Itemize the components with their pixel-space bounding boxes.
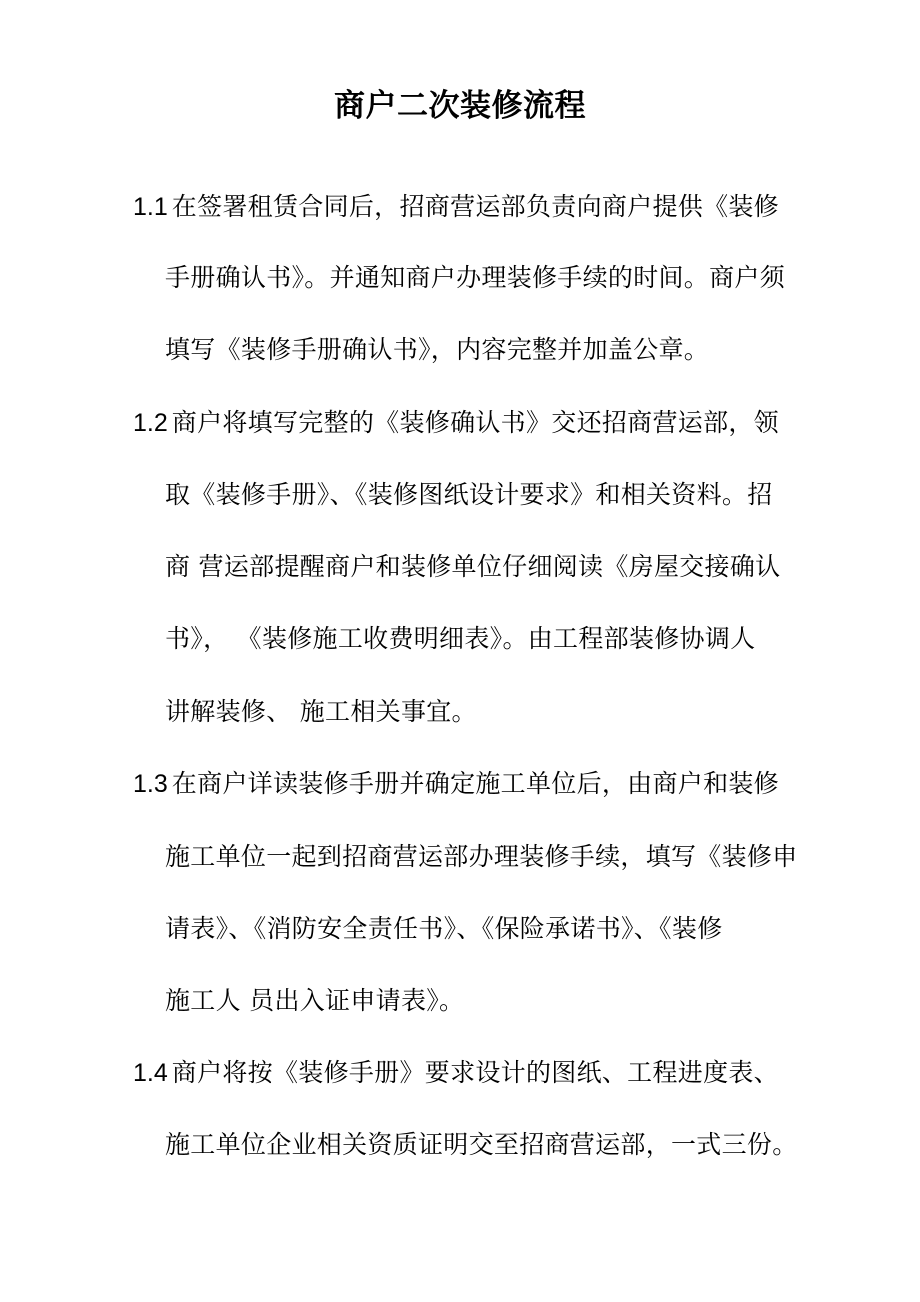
section-text: 商户将按《装修手册》要求设计的图纸、工程进度表、: [171, 1058, 779, 1087]
section-number: 1.2: [133, 409, 168, 437]
section-1-1-line-3: 填写《装修手册确认书》，内容完整并加盖公章。: [165, 335, 710, 364]
section-number: 1.1: [133, 193, 168, 221]
section-1-3-line-4: 施工人 员出入证申请表》。: [165, 986, 465, 1015]
section-number: 1.4: [133, 1059, 168, 1087]
section-1-3-line-2: 施工单位一起到招商营运部办理装修手续，填写《装修申: [165, 842, 798, 871]
section-1-2-line-5: 讲解装修、 施工相关事宜。: [165, 697, 477, 726]
section-1-2-line-3: 商 营运部提醒商户和装修单位仔细阅读《房屋交接确认: [165, 552, 781, 581]
section-text: 商户将填写完整的《装修确认书》交还招商营运部，领: [171, 408, 779, 437]
section-1-2-line-1: [133, 403, 779, 443]
section-1-1-line-1: [133, 187, 779, 227]
section-1-2-line-4: 书》， 《装修施工收费明细表》。由工程部装修协调人: [165, 624, 756, 653]
section-number: 1.3: [133, 770, 168, 798]
section-1-3-line-1: [133, 764, 779, 804]
section-text: 在商户详读装修手册并确定施工单位后，由商户和装修: [171, 769, 779, 798]
section-1-4-line-1: [133, 1053, 779, 1093]
section-1-2-line-2: 取《装修手册》、《装修图纸设计要求》和相关资料。招: [165, 480, 773, 509]
document-title: 商户二次装修流程: [334, 88, 586, 124]
section-text: 在签署租赁合同后，招商营运部负责向商户提供《装修: [171, 192, 779, 221]
section-1-1-line-2: 手册确认书》。并通知商户办理装修手续的时间。商户须: [165, 263, 786, 292]
section-1-4-line-2: 施工单位企业相关资质证明交至招商营运部，一式三份。: [165, 1130, 798, 1159]
section-1-3-line-3: 请表》、《消防安全责任书》、《保险承诺书》、《装修: [165, 914, 723, 943]
